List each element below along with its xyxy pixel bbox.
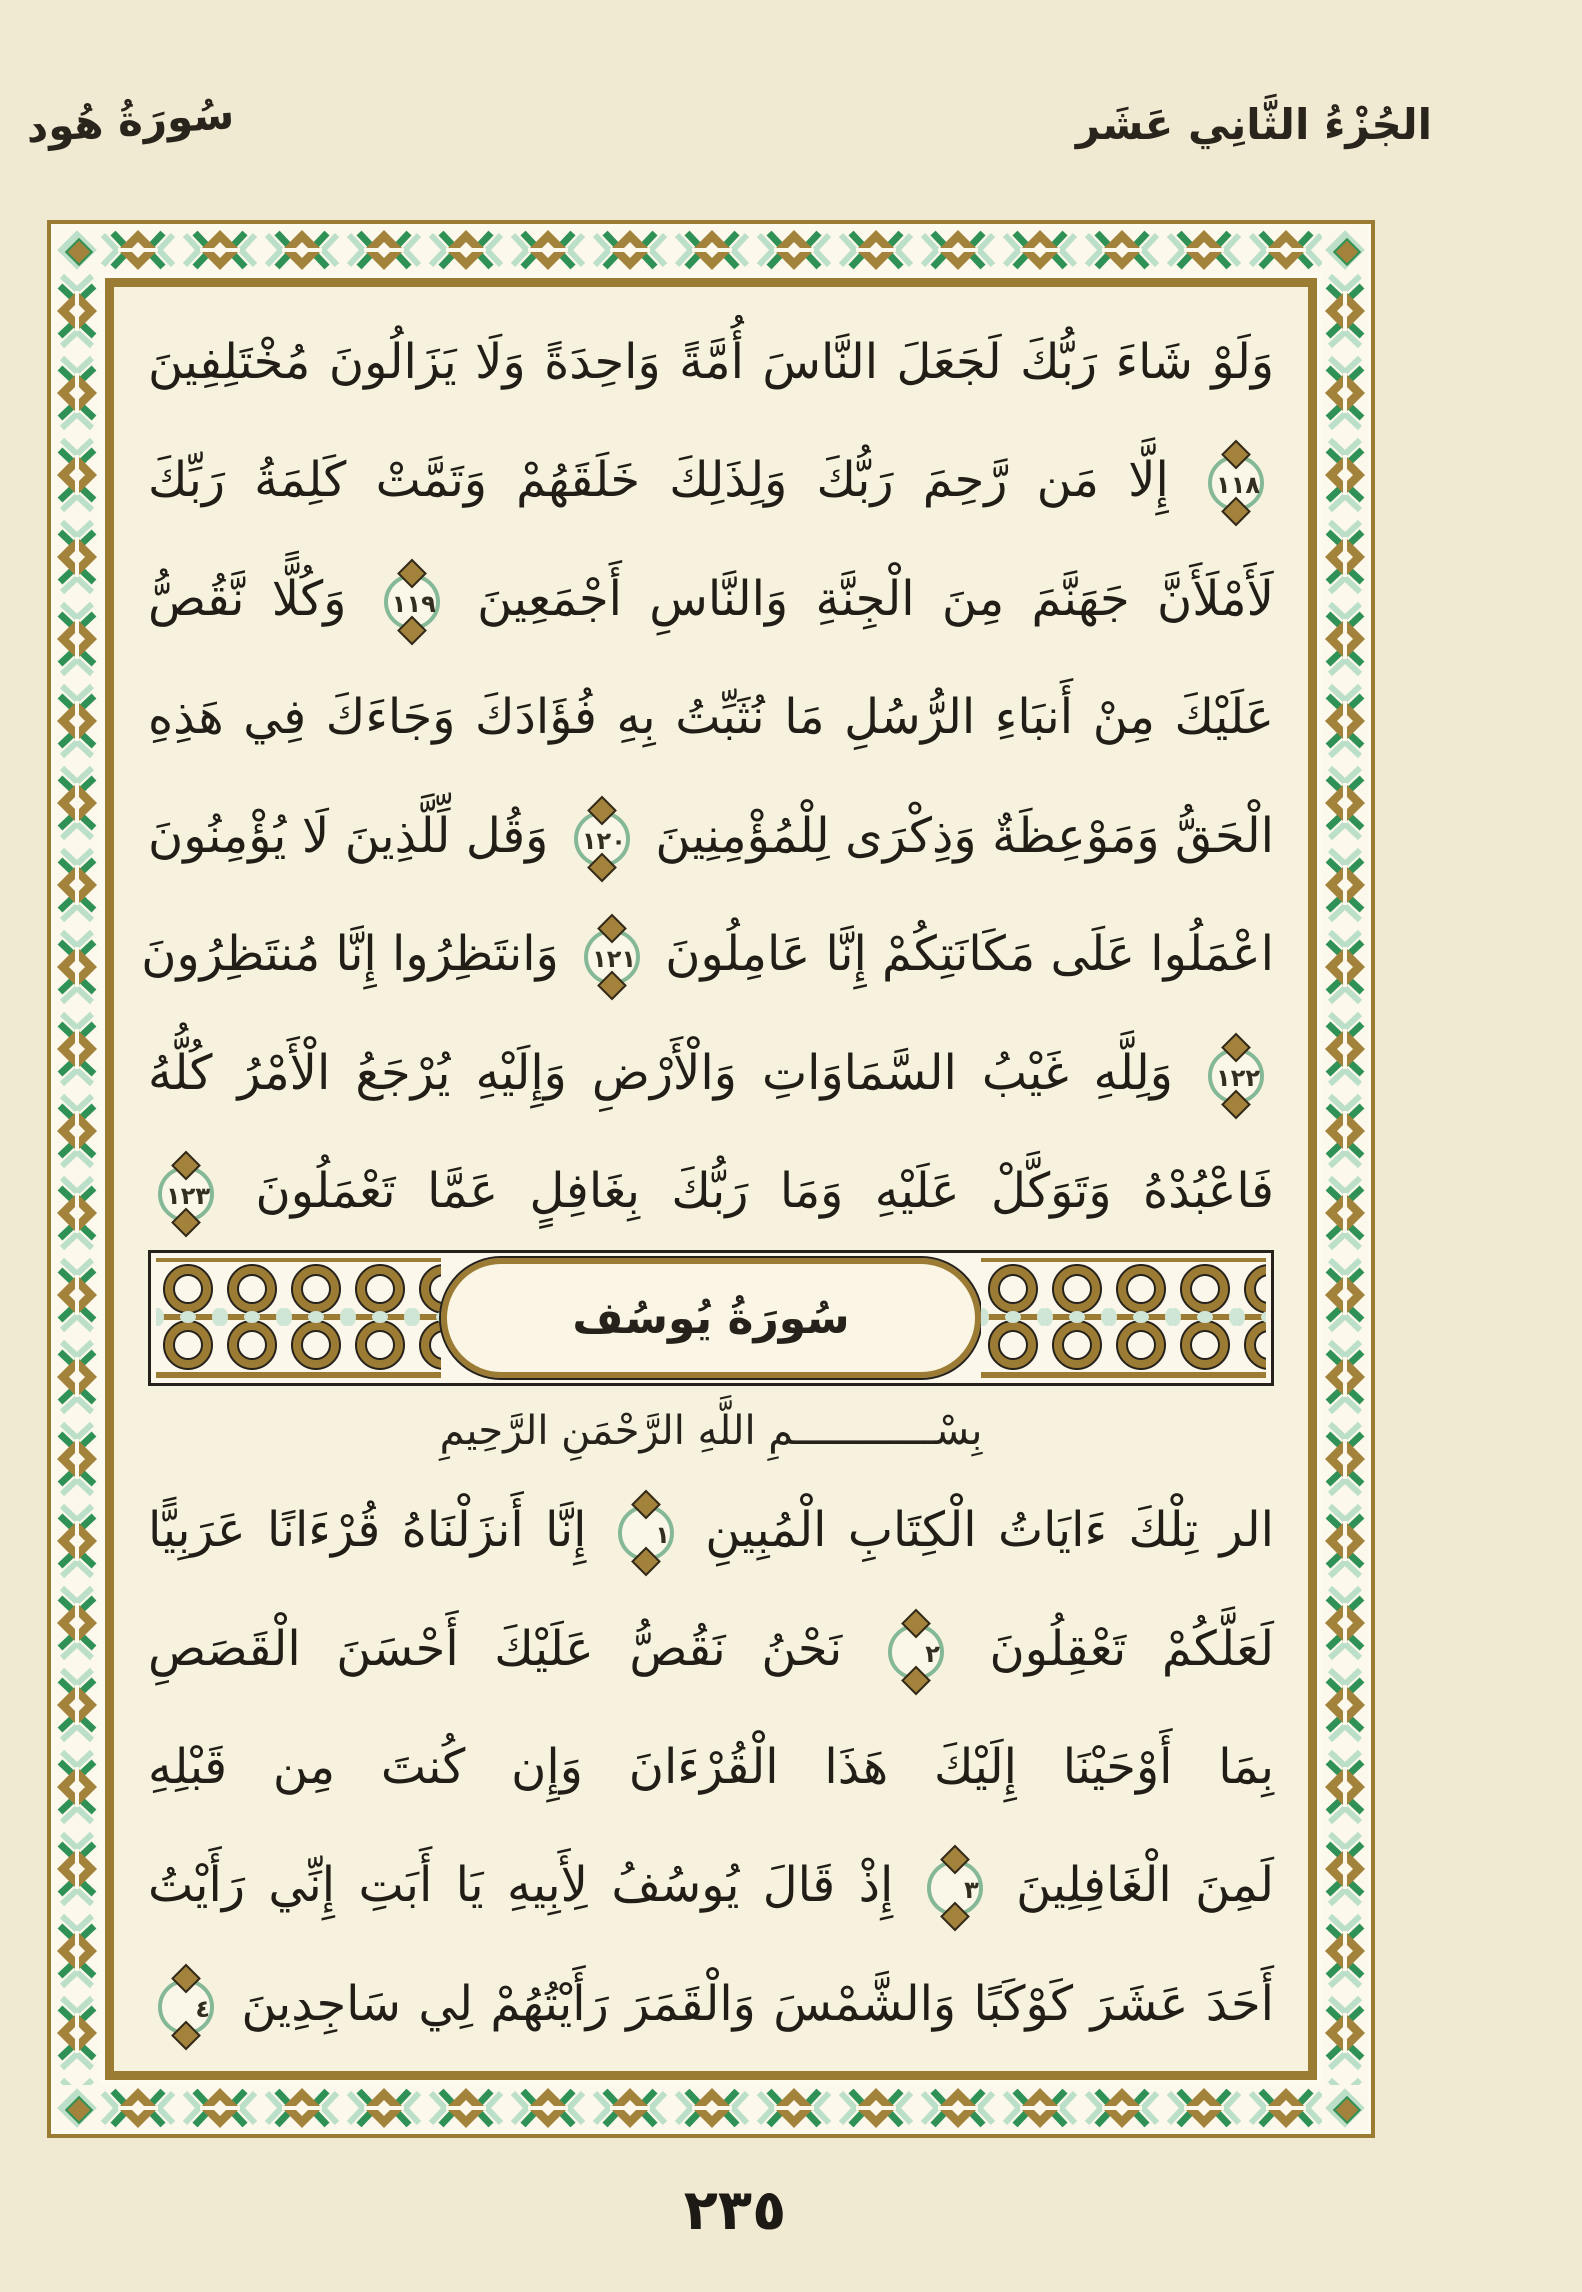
surah-title-cartouche: [441, 1258, 981, 1378]
quran-line: [148, 1132, 1274, 1250]
banner-arabesque-right: [981, 1258, 1266, 1378]
quran-line: [148, 1471, 1274, 1589]
quran-line: [148, 421, 1274, 539]
surah-name-header: سُورَةُ هُود: [24, 88, 236, 153]
quran-line: [148, 303, 1274, 421]
border-ornament-bottom: [97, 2085, 1325, 2131]
quran-text: الْحَقُّ وَمَوْعِظَةٌ وَذِكْرَى لِلْمُؤْمِنِينَ: [655, 807, 1274, 864]
quran-line: [141, 895, 1274, 1013]
quran-text: أَحَدَ عَشَرَ كَوْكَبًا وَالشَّمْسَ وَالْقَمَرَ رَأَيْتُهُمْ لِي سَاجِدِينَ: [241, 1975, 1274, 2032]
surah-yusuf-banner: [148, 1250, 1274, 1386]
page-number: ٢٣٥: [683, 2178, 787, 2243]
quran-text: لَمِنَ الْغَافِلِينَ: [1016, 1857, 1275, 1914]
border-ornament-left: [54, 270, 100, 2088]
quran-text: فَاعْبُدْهُ وَتَوَكَّلْ عَلَيْهِ وَمَا رَبُّكَ بِغَافِلٍ عَمَّا تَعْمَلُونَ: [255, 1162, 1274, 1219]
quran-text: وَلَوْ شَاءَ رَبُّكَ لَجَعَلَ النَّاسَ أُمَّةً وَاحِدَةً وَلَا يَزَالُونَ مُخْتَلِفِينَ: [148, 334, 1274, 390]
ayah-number-marker: ١٢٢: [1208, 1048, 1264, 1104]
ayah-number-marker: ١١٨: [1208, 455, 1264, 511]
ayah-number-marker: ١١٩: [384, 574, 440, 630]
quran-line: [148, 777, 1274, 895]
quran-text: نَحْنُ نَقُصُّ عَلَيْكَ أَحْسَنَ الْقَصَصِ: [148, 1620, 843, 1677]
corner-ornament: [1322, 2085, 1368, 2131]
quran-line: [148, 540, 1274, 658]
ayah-number-marker: ٢: [888, 1624, 944, 1680]
quran-text: إِلَّا مَن رَّحِمَ رَبُّكَ وَلِذَلِكَ خَلَقَهُمْ وَتَمَّتْ كَلِمَةُ رَبِّكَ: [148, 452, 1169, 509]
quran-text: إِذْ قَالَ يُوسُفُ لِأَبِيهِ يَا أَبَتِ إِنِّي رَأَيْتُ: [148, 1857, 894, 1914]
quran-text: الر تِلْكَ ءَايَاتُ الْكِتَابِ الْمُبِينِ: [705, 1502, 1274, 1559]
corner-ornament: [54, 227, 100, 273]
quran-text: إِنَّا أَنزَلْنَاهُ قُرْءَانًا عَرَبِيًّا: [148, 1502, 587, 1559]
quran-text: وَلِلَّهِ غَيْبُ السَّمَاوَاتِ وَالْأَرْضِ وَإِلَيْهِ يُرْجَعُ الْأَمْرُ كُلُّهُ: [148, 1044, 1173, 1101]
quran-line: [148, 1945, 1274, 2063]
border-ornament-right: [1322, 270, 1368, 2088]
juz-header: الجُزْءُ الثَّانِي عَشَر: [1075, 100, 1432, 149]
ayah-number-marker: ١٢٣: [158, 1166, 214, 1222]
ayah-number-marker: ٣: [927, 1860, 983, 1916]
decorative-frame: [47, 220, 1375, 2138]
quran-text: لَعَلَّكُمْ تَعْقِلُونَ: [989, 1620, 1275, 1677]
corner-ornament: [54, 2085, 100, 2131]
text-panel: [105, 278, 1317, 2080]
quran-text: عَلَيْكَ مِنْ أَنبَاءِ الرُّسُلِ مَا نُثَبِّتُ بِهِ فُؤَادَكَ وَجَاءَكَ فِي هَذِهِ: [148, 689, 1274, 746]
quran-line: [148, 658, 1274, 776]
quran-line: [148, 1014, 1274, 1132]
quran-text: بِمَا أَوْحَيْنَا إِلَيْكَ هَذَا الْقُرْءَانَ وَإِن كُنتَ مِن قَبْلِهِ: [148, 1739, 1274, 1796]
border-ornament-top: [97, 227, 1325, 273]
ayah-number-marker: ١٢١: [584, 929, 640, 985]
quran-text: اعْمَلُوا عَلَى مَكَانَتِكُمْ إِنَّا عَامِلُونَ: [665, 926, 1274, 983]
quran-text: وَكُلًّا نَّقُصُّ: [148, 570, 347, 627]
quran-text: وَقُل لِّلَّذِينَ لَا يُؤْمِنُونَ: [148, 807, 549, 864]
banner-arabesque-left: [156, 1258, 441, 1378]
ayah-number-marker: ١: [618, 1505, 674, 1561]
ayah-number-marker: ٤: [158, 1979, 214, 2035]
bismillah: بِسْــــــــــــمِ اللَّهِ الرَّحْمَنِ الرَّحِيمِ: [439, 1407, 983, 1454]
quran-line: [148, 1708, 1274, 1826]
quran-text: لَأَمْلَأَنَّ جَهَنَّمَ مِنَ الْجِنَّةِ وَالنَّاسِ أَجْمَعِينَ: [477, 570, 1275, 627]
quran-text: وَانتَظِرُوا إِنَّا مُنتَظِرُونَ: [141, 926, 559, 983]
quran-line: [148, 1590, 1274, 1708]
surah-yusuf-title: سُورَةُ يُوسُف: [572, 1292, 850, 1344]
quran-line: [148, 1826, 1274, 1944]
ayah-number-marker: ١٢٠: [574, 811, 630, 867]
corner-ornament: [1322, 227, 1368, 273]
